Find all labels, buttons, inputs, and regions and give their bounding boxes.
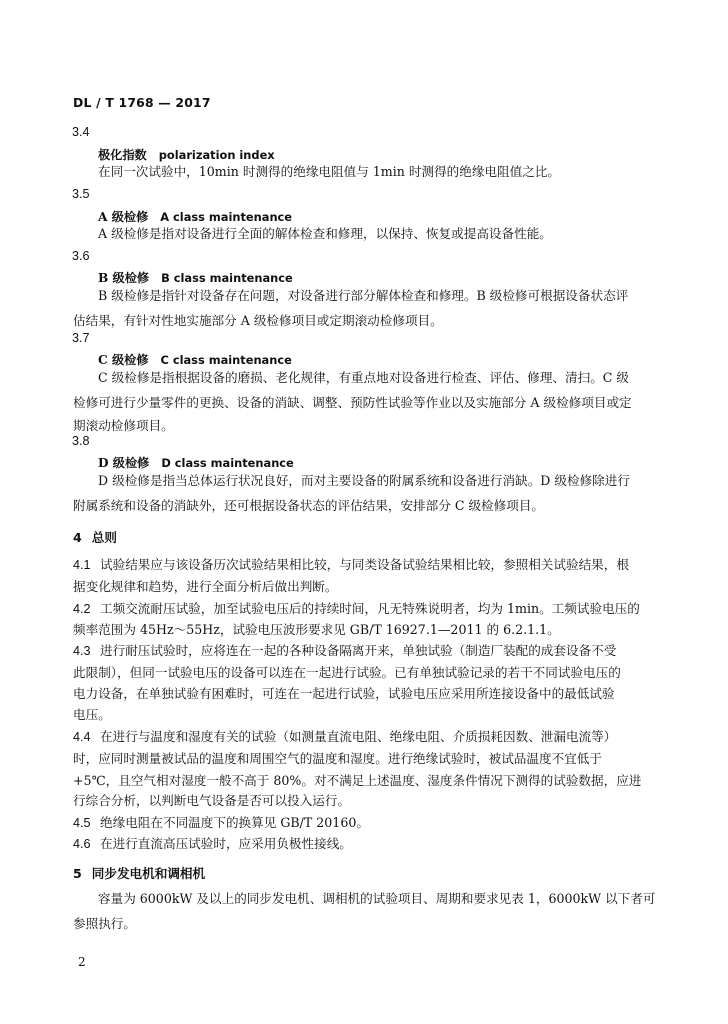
- term-definition-line: 期滚动检修项目。: [73, 418, 174, 433]
- page-number: 2: [78, 955, 86, 969]
- clause-line: 电力设备，在单独试验有困难时，可连在一起进行试验，试验电压应采用所连接设备中的最低试验: [73, 686, 615, 701]
- section-number: 4: [73, 530, 82, 545]
- clause-number: 4.2: [73, 602, 91, 616]
- term-title-zh: A 级检修: [98, 210, 149, 224]
- term-title: [98, 146, 275, 163]
- term-number: 3.4: [72, 125, 90, 139]
- clause-number: 4.5: [73, 816, 91, 830]
- term-number: 3.8: [72, 434, 90, 448]
- clause-number: 4.4: [73, 730, 91, 744]
- term-title-zh: 极化指数: [98, 148, 147, 162]
- clause-line: 时，应同时测量被试品的温度和周围空气的温度和湿度。进行绝缘试验时，被试品温度不宜低于: [73, 751, 602, 766]
- clause: [73, 833, 352, 852]
- term-definition-line: 检修可进行少量零件的更换、设备的消缺、调整、预防性试验等作业以及实施部分 A 级检修项目或定: [73, 395, 632, 410]
- term-definition-line: 估结果，有针对性地实施部分 A 级检修项目或定期滚动检修项目。: [73, 313, 443, 328]
- section-number: 5: [73, 866, 82, 881]
- clause: [73, 598, 640, 617]
- term-number: 3.6: [72, 249, 90, 263]
- clause-number: 4.3: [73, 644, 91, 658]
- clause: [73, 726, 616, 745]
- clause-line: 进行耐压试验时，应将连在一起的各种设备隔离开来，单独试验（制造厂装配的成套设备不受: [100, 643, 617, 658]
- term-title-en: D class maintenance: [161, 456, 294, 470]
- section-title: 同步发电机和调相机: [91, 866, 206, 881]
- paragraph-line: 容量为 6000kW 及以上的同步发电机、调相机的试验项目、周期和要求见表 1，6000kW 以下者可: [98, 891, 656, 906]
- term-title: [98, 208, 292, 225]
- term-title-zh: C 级检修: [98, 353, 149, 367]
- section-title: 总则: [91, 530, 117, 545]
- term-definition-line: A 级检修是指对设备进行全面的解体检查和修理，以保持、恢复或提高设备性能。: [98, 226, 552, 241]
- clause-line: 试验结果应与该设备历次试验结果相比较，与同类设备试验结果相比较，参照相关试验结果，根: [100, 557, 629, 572]
- clause: [73, 640, 616, 659]
- term-title-zh: D 级检修: [98, 456, 150, 470]
- clause-line: 频率范围为 45Hz～55Hz，试验电压波形要求见 GB/T 16927.1—2011 的 6.2.1.1。: [73, 622, 560, 637]
- clause: [73, 554, 629, 573]
- term-definition-line: 附属系统和设备的消缺外，还可根据设备状态的评估结果，安排部分 C 级检修项目。: [73, 498, 545, 513]
- term-definition-line: B 级检修是指针对设备存在问题，对设备进行部分解体检查和修理。B 级检修可根据设备状态评: [98, 288, 629, 303]
- term-title-en: polarization index: [158, 148, 275, 162]
- clause-line: 据变化规律和趋势，进行全面分析后做出判断。: [73, 579, 338, 594]
- clause-line: 行综合分析，以判断电气设备是否可以投入运行。: [73, 793, 351, 808]
- term-number: 3.7: [72, 331, 90, 345]
- clause-number: 4.6: [73, 837, 91, 851]
- term-title: [98, 269, 293, 286]
- clause-line: 此限制），但同一试验电压的设备可以连在一起进行试验。已有单独试验记录的若干不同试验电压的: [73, 665, 621, 680]
- term-title-zh: B 级检修: [98, 271, 150, 285]
- clause-line: 工频交流耐压试验，加至试验电压后的持续时间，凡无特殊说明者，均为 1min。工频试验电压的: [100, 601, 640, 616]
- section-heading: [73, 863, 205, 882]
- clause-line: 在进行直流高压试验时，应采用负极性接线。: [100, 836, 352, 851]
- term-definition-line: 在同一次试验中，10min 时测得的绝缘电阻值与 1min 时测得的绝缘电阻值之比。: [98, 164, 561, 179]
- term-title-en: A class maintenance: [160, 210, 293, 224]
- term-definition-line: D 级检修是指当总体运行状况良好，而对主要设备的附属系统和设备进行消缺。D 级检修除进行: [98, 473, 630, 488]
- term-title: [98, 454, 294, 471]
- clause-number: 4.1: [73, 558, 91, 572]
- term-title: [98, 351, 292, 368]
- clause-line: +5℃，且空气相对湿度一般不高于 80%。对不满足上述温度、湿度条件情况下测得的试验数据，应进: [73, 773, 642, 788]
- clause-line: 在进行与温度和湿度有关的试验（如测量直流电阻、绝缘电阻、介质损耗因数、泄漏电流等）: [100, 729, 617, 744]
- section-heading: [73, 527, 117, 546]
- term-definition-line: C 级检修是指根据设备的磨损、老化规律，有重点地对设备进行检查、评估、修理、清扫。C 级: [98, 370, 630, 385]
- term-title-en: C class maintenance: [160, 353, 292, 367]
- term-number: 3.5: [72, 187, 90, 201]
- clause-line: 绝缘电阻在不同温度下的换算见 GB/T 20160。: [100, 815, 369, 830]
- term-title-en: B class maintenance: [161, 271, 293, 285]
- paragraph-line: 参照执行。: [73, 916, 136, 931]
- clause-line: 电压。: [73, 707, 111, 722]
- standard-header: DL / T 1768 — 2017: [73, 95, 211, 110]
- clause: [73, 812, 369, 831]
